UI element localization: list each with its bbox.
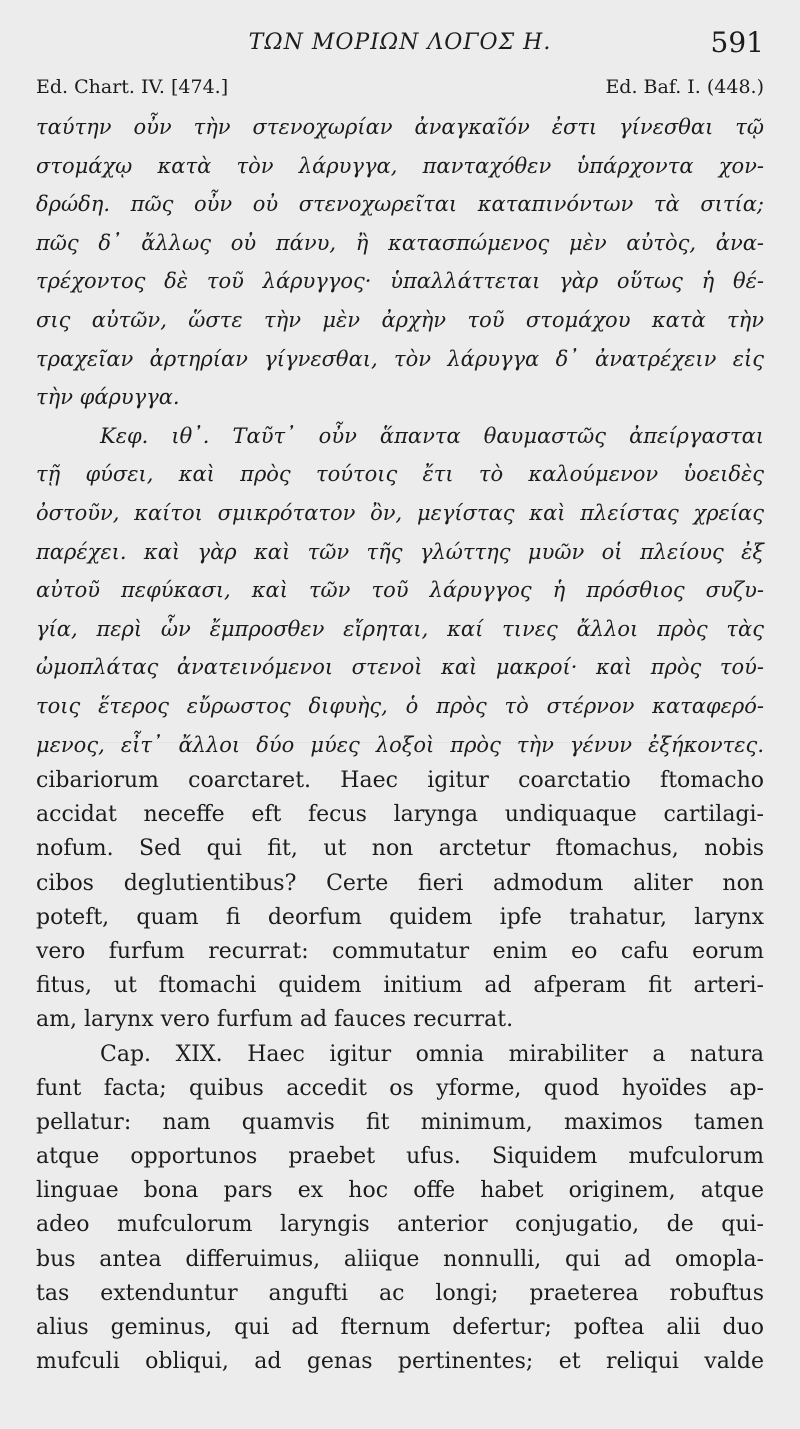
latin-line: nofum. Sed qui fit, ut non arctetur ftomachus, nobis xyxy=(36,836,764,862)
running-title: ΤΩΝ ΜΟΡΙΩΝ ΛΟΓΟΣ Η. xyxy=(248,30,552,55)
greek-line: τραχεῖαν ἀρτηρίαν γίγνεσθαι, τὸν λάρυγγα δ᾽ ἀνατρέχειν εἰς xyxy=(36,346,764,371)
latin-line: atque opportunos praebet ufus. Siquidem mufculorum xyxy=(36,1144,764,1170)
latin-line: adeo mufculorum laryngis anterior conjugatio, de qui- xyxy=(36,1212,764,1238)
latin-line: accidat neceffe eft fecus larynga undiquaque cartilagi- xyxy=(36,802,764,828)
edition-reference-left: Ed. Chart. IV. [474.] xyxy=(36,76,229,98)
greek-line: πῶς δ᾽ ἄλλως οὐ πάνυ, ἢ κατασπώμενος μὲν αὐτὸς, ἀνα- xyxy=(36,230,764,255)
latin-line: cibariorum coarctaret. Haec igitur coarctatio ftomacho xyxy=(36,768,764,793)
greek-line: σις αὐτῶν, ὥστε τὴν μὲν ἀρχὴν τοῦ στομάχου κατὰ τὴν xyxy=(36,307,764,332)
latin-line: pellatur: nam quamvis fit minimum, maximos tamen xyxy=(36,1109,764,1135)
latin-line: cibos deglutientibus? Certe fieri admodum aliter non xyxy=(36,870,764,896)
latin-line: linguae bona pars ex hoc offe habet originem, atque xyxy=(36,1178,764,1204)
greek-line: ταύτην οὖν τὴν στενοχωρίαν ἀναγκαῖόν ἐστι γίνεσθαι τῷ xyxy=(36,115,764,139)
greek-line: γία, περὶ ὧν ἔμπροσθεν εἴρηται, καί τινες ἄλλοι πρὸς τὰς xyxy=(36,616,764,641)
latin-chapter-heading-line: Cap. XIX. Haec igitur omnia mirabiliter a natura xyxy=(100,1041,764,1067)
greek-line: ὠμοπλάτας ἀνατεινόμενοι στενοὶ καὶ μακροί· καὶ πρὸς τού- xyxy=(36,655,764,680)
latin-line: tas extenduntur angufti ac longi; praeterea robuftus xyxy=(36,1280,764,1306)
page-number: 591 xyxy=(710,26,764,59)
greek-line: αὐτοῦ πεφύκασι, καὶ τῶν τοῦ λάρυγγος ἡ πρόσθιος συζυ- xyxy=(36,578,764,603)
latin-line: vero furfum recurrat: commutatur enim eo cafu eorum xyxy=(36,938,764,964)
latin-line: fitus, ut ftomachi quidem initium ad afperam fit arteri- xyxy=(36,973,764,999)
latin-line: poteft, quam fi deorfum quidem ipfe trahatur, larynx xyxy=(36,904,764,930)
greek-line: τῇ φύσει, καὶ πρὸς τούτοις ἔτι τὸ καλούμενον ὑοειδὲς xyxy=(36,462,764,487)
greek-chapter-heading-line: Κεφ. ιθ᾽. Ταῦτ᾽ οὖν ἅπαντα θαυμαστῶς ἀπείργασται xyxy=(100,423,764,448)
greek-line: ὀστοῦν, καίτοι σμικρότατον ὂν, μεγίστας καὶ πλείστας χρείας xyxy=(36,500,764,525)
greek-line: τὴν φάρυγγα. xyxy=(36,385,180,410)
latin-line: mufculi obliqui, ad genas pertinentes; et reliqui valde xyxy=(36,1349,764,1375)
latin-text-block xyxy=(36,764,764,1379)
greek-line: δρώδη. πῶς οὖν οὐ στενοχωρεῖται καταπινόντων τὰ σιτία; xyxy=(36,192,764,217)
latin-line: funt facta; quibus accedit os yforme, quod hyoïdes ap- xyxy=(36,1075,764,1101)
greek-line: παρέχει. καὶ γὰρ καὶ τῶν τῆς γλώττης μυῶν οἱ πλείους ἐξ xyxy=(36,539,764,564)
latin-line: bus antea differuimus, aliique nonnulli, qui ad omopla- xyxy=(36,1246,764,1272)
greek-line: μενος, εἶτ᾽ ἄλλοι δύο μύες λοξοὶ πρὸς τὴν γένυν ἐξήκοντες. xyxy=(36,732,764,757)
greek-line: τοις ἕτερος εὔρωστος διφυὴς, ὁ πρὸς τὸ στέρνον καταφερό- xyxy=(36,693,764,718)
latin-line: alius geminus, qui ad fternum defertur; poftea alii duo xyxy=(36,1315,764,1340)
latin-line: am, larynx vero furfum ad fauces recurrat. xyxy=(36,1007,514,1033)
show-through-divider xyxy=(60,742,740,743)
greek-text-block xyxy=(36,108,764,764)
greek-line: στομάχῳ κατὰ τὸν λάρυγγα, πανταχόθεν ὑπάρχοντα χον- xyxy=(36,153,764,178)
edition-reference-right: Ed. Baf. I. (448.) xyxy=(605,76,764,98)
greek-line: τρέχοντος δὲ τοῦ λάρυγγος· ὑπαλλάττεται γὰρ οὕτως ἡ θέ- xyxy=(36,269,764,294)
